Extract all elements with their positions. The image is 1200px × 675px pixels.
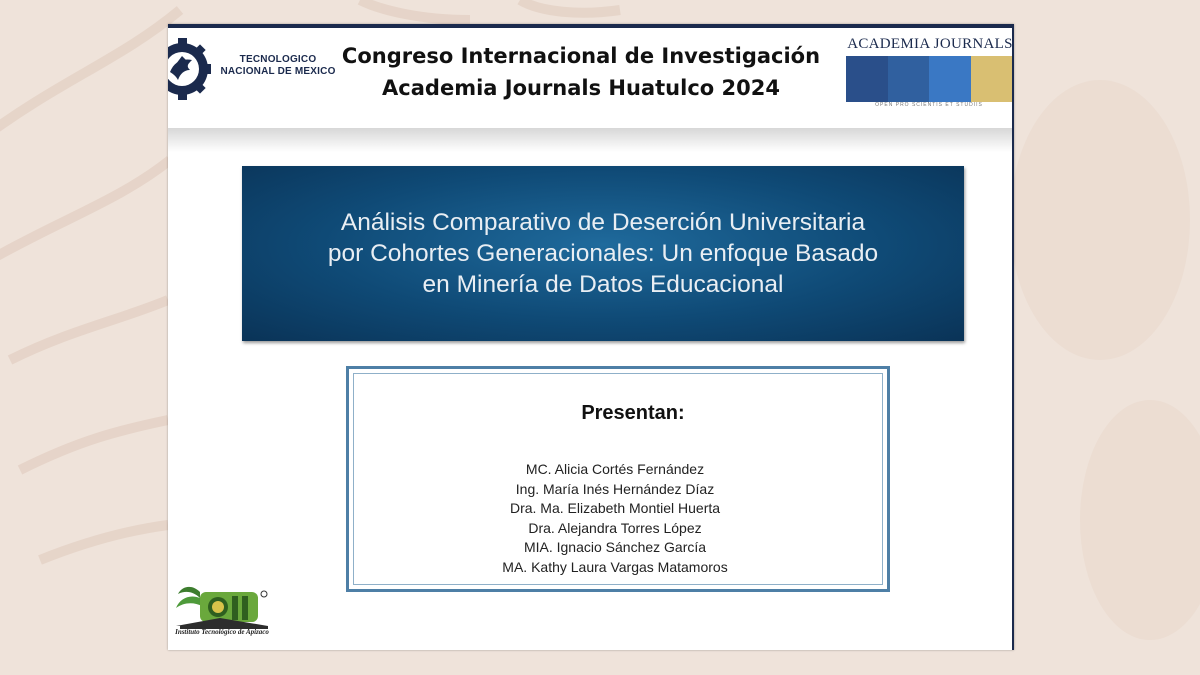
institution-name <box>218 54 338 78</box>
school-caption: Instituto Tecnológico de Apizaco <box>175 628 269 636</box>
paper-title-line-1: Análisis Comparativo de Deserción Universitaria <box>340 209 866 236</box>
paper-title-box <box>242 166 964 341</box>
bar-light-blue <box>929 56 971 102</box>
slide-header <box>168 28 1012 128</box>
header-shadow <box>168 128 1012 152</box>
bar-gold <box>971 56 1013 102</box>
presenter-name: MIA. Ignacio Sánchez García <box>523 539 707 556</box>
bar-mid-blue <box>888 56 930 102</box>
institution-line-2: NACIONAL DE MEXICO <box>220 66 336 77</box>
gear-eagle-logo-icon <box>168 36 214 102</box>
presenter-name: MA. Kathy Laura Vargas Matamoros <box>502 558 728 575</box>
paper-title-line-2: por Cohortes Generacionales: Un enfoque Basado <box>327 240 879 267</box>
congress-title-line-2: Academia Journals Huatulco 2024 <box>382 76 780 100</box>
presenter-name: Dra. Alejandra Torres López <box>528 519 702 536</box>
presenters-list <box>354 460 882 578</box>
publisher-tagline: OPEN PRO SCIENTIS ET STUDIIS <box>875 102 983 108</box>
presenters-inner-frame <box>353 373 883 585</box>
bar-dark-blue <box>846 56 888 102</box>
slide <box>168 24 1014 650</box>
paper-title <box>253 207 953 300</box>
presenter-name: Dra. Ma. Elizabeth Montiel Huerta <box>509 500 721 517</box>
presenters-box <box>346 366 890 592</box>
slide-right-border <box>1012 24 1014 650</box>
institution-line-1: TECNOLOGICO <box>239 54 317 65</box>
publisher-color-bars <box>846 56 1012 102</box>
academia-journals-logo-icon <box>846 34 1014 114</box>
publisher-name: ACADEMIA JOURNALS <box>847 36 1013 52</box>
congress-title <box>336 40 826 104</box>
congress-title-line-1: Congreso Internacional de Investigación <box>341 44 821 68</box>
presenter-name: Ing. María Inés Hernández Díaz <box>515 480 715 497</box>
paper-title-line-3: en Minería de Datos Educacional <box>422 271 784 298</box>
presenter-name: MC. Alicia Cortés Fernández <box>525 461 705 477</box>
presenters-heading: Presentan: <box>581 402 685 424</box>
